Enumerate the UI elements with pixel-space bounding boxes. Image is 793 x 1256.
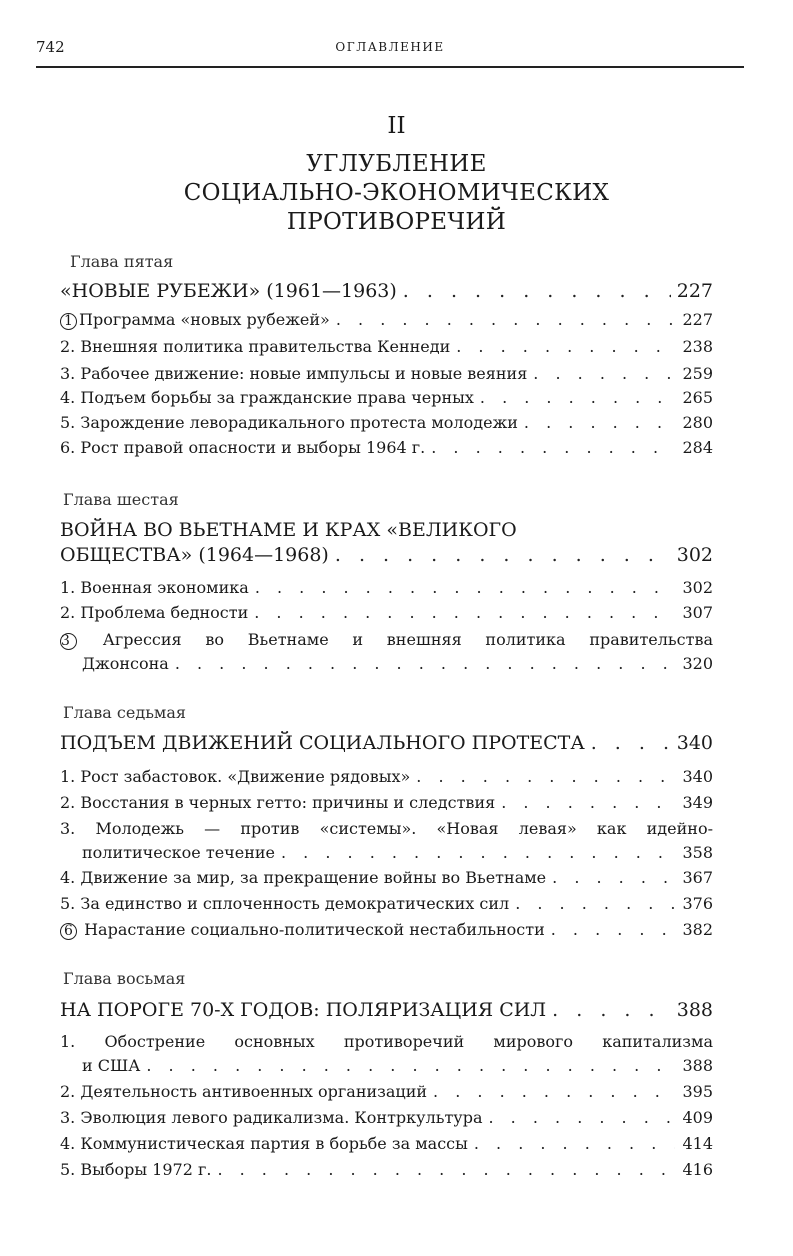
dot-leader	[515, 892, 675, 916]
entry-number: 1.	[60, 578, 76, 597]
part-title-line: УГЛУБЛЕНИЕ	[306, 151, 487, 177]
toc-entry[interactable]	[60, 411, 713, 435]
entry-number: 3.	[60, 1108, 76, 1127]
entry-number: 6.	[60, 438, 76, 457]
entry-text: Эволюция левого радикализма. Контркультура	[80, 1108, 483, 1127]
entry-text: Молодежь — против «системы». «Новая левая» как идейно-	[95, 819, 713, 838]
part-title-line: ПРОТИВОРЕЧИЙ	[286, 209, 507, 235]
toc-entry[interactable]	[60, 1106, 713, 1130]
page-ref: 227	[682, 310, 713, 329]
dot-leader	[403, 279, 671, 304]
chapter-title-text: ОБЩЕСТВА» (1964—1968)	[60, 544, 329, 566]
dot-leader	[431, 436, 675, 460]
page-ref: 259	[682, 364, 713, 383]
page-ref: 409	[682, 1108, 713, 1127]
toc-entry[interactable]	[60, 918, 713, 942]
chapter-title[interactable]	[60, 518, 713, 568]
dot-leader	[175, 652, 675, 676]
entry-text-continued: политическое течение	[82, 843, 275, 862]
page-ref: 395	[682, 1082, 713, 1101]
entry-number: 1.	[60, 1032, 76, 1051]
circled-number: 3	[60, 633, 77, 650]
page-ref: 367	[682, 868, 713, 887]
page-ref: 280	[682, 413, 713, 432]
toc-entry[interactable]	[60, 765, 713, 789]
dot-leader	[281, 841, 675, 865]
entry-text: Рабочее движение: новые импульсы и новые веяния	[80, 364, 528, 383]
entry-text: Движение за мир, за прекращение войны во Вьетнаме	[80, 868, 547, 887]
chapter-title[interactable]	[60, 731, 713, 756]
entry-number: 4.	[60, 868, 76, 887]
chapter-title-text: ПОДЪЕМ ДВИЖЕНИЙ СОЦИАЛЬНОГО ПРОТЕСТА	[60, 732, 585, 754]
chapter-title[interactable]	[60, 279, 713, 304]
entry-text: Выборы 1972 г.	[80, 1160, 212, 1179]
entry-number: 4.	[60, 388, 76, 407]
toc-entry[interactable]	[60, 1030, 713, 1078]
entry-text: Обострение основных противоречий мирового капитализма	[104, 1032, 713, 1051]
entry-number: 1.	[60, 767, 76, 786]
entry-text: За единство и сплоченность демократических сил	[80, 894, 510, 913]
toc-entry[interactable]	[60, 308, 713, 332]
dot-leader	[551, 918, 675, 942]
toc-entry[interactable]	[60, 866, 713, 890]
entry-text: Рост правой опасности и выборы 1964 г.	[80, 438, 426, 457]
dot-leader	[474, 1132, 675, 1156]
entry-text-continued: Джонсона	[82, 654, 169, 673]
entry-text: Военная экономика	[80, 578, 249, 597]
toc-entry[interactable]	[60, 335, 713, 359]
toc-entry[interactable]	[60, 362, 713, 386]
entry-number: 3.	[60, 364, 76, 383]
page-ref: 227	[676, 280, 713, 302]
toc-entry[interactable]	[60, 601, 713, 625]
entry-number: 2.	[60, 337, 76, 356]
dot-leader	[480, 386, 675, 410]
part-title	[0, 150, 793, 237]
entry-number: 5.	[60, 894, 76, 913]
dot-leader	[433, 1080, 675, 1104]
entry-text: Зарождение леворадикального протеста молодежи	[80, 413, 518, 432]
page-ref: 382	[682, 920, 713, 939]
chapter-label: Глава седьмая	[63, 703, 186, 722]
entry-text: Деятельность антивоенных организаций	[80, 1082, 428, 1101]
page-ref: 307	[682, 603, 713, 622]
entry-text: Нарастание социально-политической нестабильности	[84, 920, 545, 939]
chapter-title-text: ВОЙНА ВО ВЬЕТНАМЕ И КРАХ «ВЕЛИКОГО	[60, 519, 517, 541]
toc-entry[interactable]	[60, 892, 713, 916]
entry-text: Коммунистическая партия в борьбе за массы	[80, 1134, 468, 1153]
page-ref: 302	[682, 578, 713, 597]
header-rule	[36, 66, 744, 68]
page-ref: 320	[682, 654, 713, 673]
page-header	[36, 38, 744, 62]
entry-text: Программа «новых рубежей»	[79, 310, 330, 329]
chapter-title-text: НА ПОРОГЕ 70-Х ГОДОВ: ПОЛЯРИЗАЦИЯ СИЛ	[60, 999, 547, 1021]
page-ref: 388	[676, 999, 713, 1021]
dot-leader	[501, 791, 675, 815]
dot-leader	[489, 1106, 676, 1130]
toc-entry[interactable]	[60, 1158, 713, 1182]
entry-number: 2.	[60, 603, 76, 622]
circled-number: 6	[60, 923, 77, 940]
dot-leader	[552, 998, 671, 1023]
toc-entry[interactable]	[60, 576, 713, 600]
dot-leader	[335, 543, 671, 568]
chapter-title[interactable]	[60, 998, 713, 1023]
entry-number: 2.	[60, 793, 76, 812]
page-ref: 340	[682, 767, 713, 786]
entry-number: 3.	[60, 819, 76, 838]
chapter-label: Глава пятая	[70, 252, 174, 271]
entry-number: 5.	[60, 413, 76, 432]
chapter-title-text: «НОВЫЕ РУБЕЖИ» (1961—1963)	[60, 280, 397, 302]
dot-leader	[416, 765, 675, 789]
entry-text: Внешняя политика правительства Кеннеди	[80, 337, 451, 356]
chapter-label: Глава восьмая	[63, 969, 186, 988]
dot-leader	[146, 1054, 675, 1078]
dot-leader	[217, 1158, 675, 1182]
entry-text: Подъем борьбы за гражданские права черных	[80, 388, 474, 407]
page-ref: 340	[676, 732, 713, 754]
page-ref: 349	[682, 793, 713, 812]
page-ref: 284	[682, 438, 713, 457]
chapter-label: Глава шестая	[63, 490, 179, 509]
toc-entry[interactable]	[60, 436, 713, 460]
page-number: 742	[36, 38, 65, 56]
entry-number: 4.	[60, 1134, 76, 1153]
page-ref: 414	[682, 1134, 713, 1153]
entry-text-continued: и США	[82, 1056, 141, 1075]
dot-leader	[336, 308, 675, 332]
dot-leader	[533, 362, 675, 386]
part-number: II	[387, 113, 406, 139]
page-ref: 265	[682, 388, 713, 407]
dot-leader	[524, 411, 675, 435]
dot-leader	[456, 335, 675, 359]
page-ref: 416	[682, 1160, 713, 1179]
toc-entry[interactable]	[60, 628, 713, 676]
entry-text: Рост забастовок. «Движение рядовых»	[80, 767, 411, 786]
page-ref: 238	[682, 337, 713, 356]
page-ref: 388	[682, 1056, 713, 1075]
part-title-line: СОЦИАЛЬНО-ЭКОНОМИЧЕСКИХ	[183, 180, 610, 206]
page-ref: 376	[682, 894, 713, 913]
entry-number: 2.	[60, 1082, 76, 1101]
dot-leader	[591, 731, 671, 756]
dot-leader	[255, 576, 675, 600]
entry-text: Агрессия во Вьетнаме и внешняя политика правительства	[102, 630, 713, 649]
toc-entry[interactable]	[60, 1080, 713, 1104]
toc-entry[interactable]	[60, 386, 713, 410]
circled-number: 1	[60, 313, 77, 330]
running-head: ОГЛАВЛЕНИЕ	[335, 40, 445, 54]
dot-leader	[254, 601, 675, 625]
page-ref: 358	[682, 843, 713, 862]
entry-text: Восстания в черных гетто: причины и следствия	[80, 793, 496, 812]
toc-entry[interactable]	[60, 817, 713, 865]
entry-number: 5.	[60, 1160, 76, 1179]
entry-text: Проблема бедности	[80, 603, 249, 622]
dot-leader	[552, 866, 675, 890]
toc-entry[interactable]	[60, 1132, 713, 1156]
page-ref: 302	[676, 544, 713, 566]
toc-entry[interactable]	[60, 791, 713, 815]
